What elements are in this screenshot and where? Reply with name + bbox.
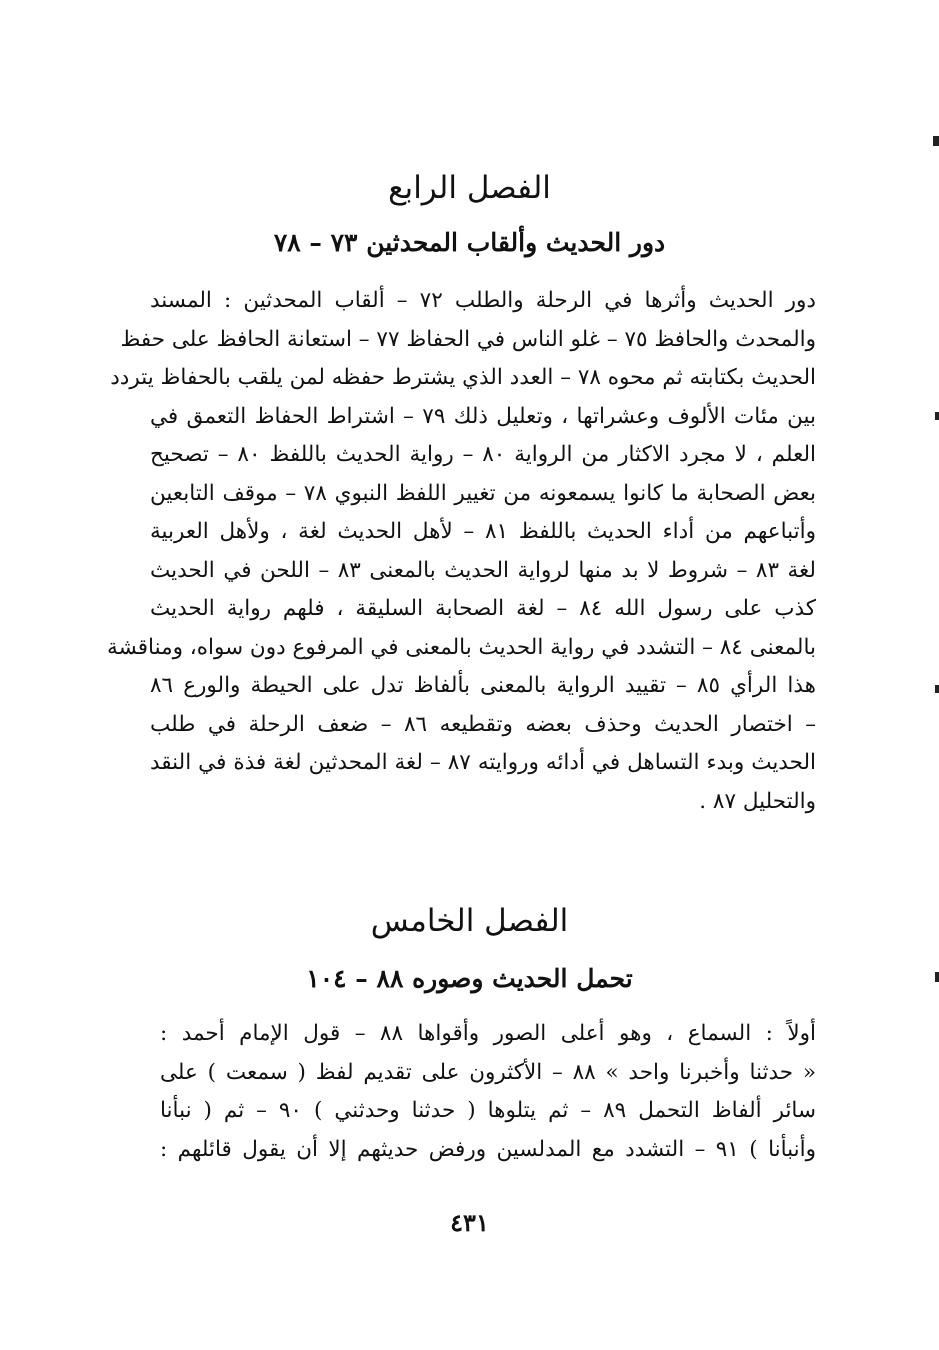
chapter5-body [160,1015,816,1169]
text-line: وأنبأنا ) ٩١ – التشدد مع المدلسين ورفض حديثهم إلا أن يقول قائلهم : [160,1136,816,1162]
chapter4-body [107,282,817,821]
chapter4-title: الفصل الرابع [388,170,551,206]
text-line: دور الحديث وأثرها في الرحلة والطلب ٧٢ – ألقاب المحدثين : المسند [150,288,816,313]
chapter5-title: الفصل الخامس [370,903,569,939]
text-line: كذب على رسول الله ٨٤ – لغة الصحابة السليقة ، فلهم رواية الحديث [150,596,817,621]
page-number: ٤٣١ [450,1208,489,1237]
text-line: « حدثنا وأخبرنا واحد » ٨٨ – الأكثرون على تقديم لفظ ( سمعت ) على [160,1059,816,1085]
text-line: والمحدث والحافظ ٧٥ – غلو الناس في الحفاظ ٧٧ – استعانة الحافظ على حفظ [120,326,816,352]
text-line: وأتباعهم من أداء الحديث باللفظ ٨١ – لأهل الحديث لغة ، ولأهل العربية [150,519,816,544]
scan-edge-mark [935,412,939,420]
chapter4-subtitle: دور الحديث وألقاب المحدثين ٧٣ – ٧٨ [273,228,666,257]
text-line: سائر ألفاظ التحمل ٨٩ – ثم يتلوها ( حدثنا وحدثني ) ٩٠ – ثم ( نبأنا [160,1098,816,1123]
text-line: الحديث بكتابته ثم محوه ٧٨ – العدد الذي يشترط حفظه لمن يلقب بالحفاظ يتردد [110,365,816,390]
text-line: أولاً : السماع ، وهو أعلى الصور وأقواها ٨٨ – قول الإمام أحمد : [160,1021,816,1046]
text-line: – اختصار الحديث وحذف بعضه وتقطيعه ٨٦ – ضعف الرحلة في طلب [150,711,816,737]
text-line: بعض الصحابة ما كانوا يسمعونه من تغيير اللفظ النبوي ٧٨ – موقف التابعين [150,480,816,506]
scan-edge-mark [935,972,939,982]
chapter5-subtitle: تحمل الحديث وصوره ٨٨ – ١٠٤ [306,964,633,993]
text-line: العلم ، لا مجرد الاكثار من الرواية ٨٠ – رواية الحديث باللفظ ٨٠ – تصحيح [150,442,816,467]
text-line: والتحليل ٨٧ . [699,788,816,814]
scan-edge-mark [935,685,939,693]
text-line: لغة ٨٣ – شروط لا بد منها لرواية الحديث بالمعنى ٨٣ – اللحن في الحديث [150,557,816,583]
text-line: بين مئات الألوف وعشراتها ، وتعليل ذلك ٧٩ – اشتراط الحفاظ التعمق في [150,403,816,429]
scan-edge-mark [933,136,939,146]
text-line: هذا الرأي ٨٥ – تقييد الرواية بالمعنى بألفاظ تدل على الحيطة والورع ٨٦ [150,673,816,698]
text-line: بالمعنى ٨٤ – التشدد في رواية الحديث بالمعنى في المرفوع دون سواه، ومناقشة [107,634,816,660]
text-line: الحديث وبدء التساهل في أدائه وروايته ٨٧ – لغة المحدثين لغة فذة في النقد [150,750,816,775]
